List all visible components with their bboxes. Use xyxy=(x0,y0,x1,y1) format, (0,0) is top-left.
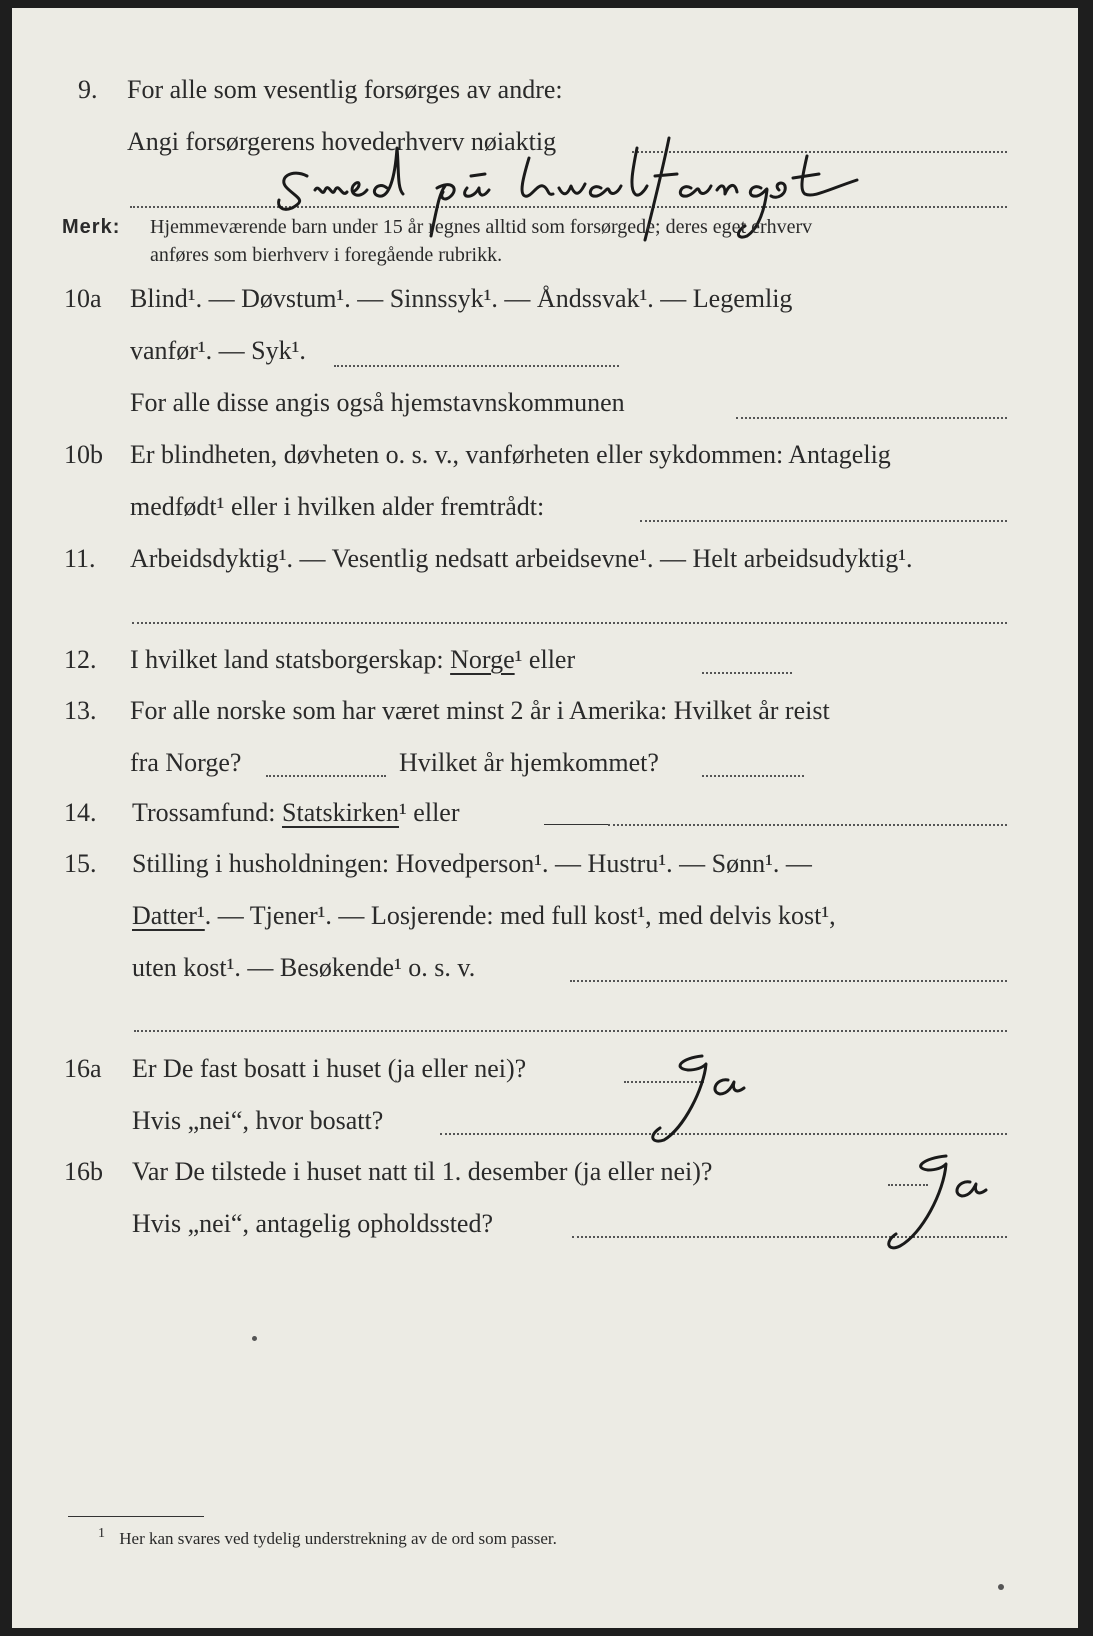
q15-number: 15. xyxy=(64,849,97,878)
q10a-line3: For alle disse angis også hjemstavnskommunen xyxy=(130,388,625,417)
q12-number: 12. xyxy=(64,645,97,674)
q12-line xyxy=(130,644,575,676)
q12-suffix: ¹ eller xyxy=(514,645,576,674)
q10b-number: 10b xyxy=(64,440,103,469)
merk-line1: Hjemmeværende barn under 15 år regnes alltid som forsørgede; deres eget erhverv xyxy=(150,216,813,238)
q9-line2: Angi forsørgerens hovederhverv nøiaktig xyxy=(127,127,557,156)
q16a-handwritten-answer-svg xyxy=(632,1048,762,1148)
q11-number: 11. xyxy=(64,544,96,573)
q15-line2-rest: . — Tjener¹. — Losjerende: med full kost¹, med delvis kost¹, xyxy=(204,901,836,930)
q15-underlined-answer: Datter¹ xyxy=(132,901,205,930)
q14-field xyxy=(608,824,1007,826)
q10b-field xyxy=(640,520,1007,522)
q16b-line2: Hvis „nei“, antagelig opholdssted? xyxy=(132,1209,494,1238)
q11-line1: Arbeidsdyktig¹. — Vesentlig nedsatt arbeidsevne¹. — Helt arbeidsudyktig¹. xyxy=(130,544,913,573)
footnote-text: Her kan svares ved tydelig understrekning av de ord som passer. xyxy=(119,1528,557,1548)
footnote xyxy=(98,1526,557,1549)
q14-suffix: ¹ eller xyxy=(399,798,460,827)
q10b-line1: Er blindheten, døvheten o. s. v., vanførheten eller sykdommen: Antagelig xyxy=(130,440,891,469)
q16b-handwritten-answer-svg xyxy=(860,1148,990,1258)
q14-underlined-answer: Statskirken xyxy=(282,798,400,827)
q11-field xyxy=(132,622,1007,624)
paper-speck xyxy=(998,1584,1004,1590)
q9-line1: For alle som vesentlig forsørges av andre: xyxy=(127,75,563,104)
q14-line xyxy=(132,797,460,829)
q15-field-2 xyxy=(134,1030,1007,1032)
q13-field-hjemkommet xyxy=(702,775,804,777)
q14-field-solid xyxy=(544,824,608,825)
q12-field xyxy=(702,672,792,674)
paper-speck xyxy=(252,1336,257,1341)
q10b-line2: medfødt¹ eller i hvilken alder fremtrådt: xyxy=(130,492,545,521)
q16b-number: 16b xyxy=(64,1157,103,1186)
q15-line2 xyxy=(132,900,836,932)
q16a-number: 16a xyxy=(64,1054,102,1083)
q15-line3: uten kost¹. — Besøkende¹ o. s. v. xyxy=(132,953,476,982)
q15-field xyxy=(570,980,1007,982)
q10a-line1: Blind¹. — Døvstum¹. — Sinnssyk¹. — Åndssvak¹. — Legemlig xyxy=(130,284,793,313)
q9-number: 9. xyxy=(78,75,98,104)
q16b-line1: Var De tilstede i huset natt til 1. desember (ja eller nei)? xyxy=(132,1157,713,1186)
q16a-line1: Er De fast bosatt i huset (ja eller nei)? xyxy=(132,1054,527,1083)
merk-label: Merk: xyxy=(62,216,121,238)
footnote-rule xyxy=(68,1516,204,1517)
q14-number: 14. xyxy=(64,798,97,827)
q13-line2a: fra Norge? xyxy=(130,748,242,777)
q13-number: 13. xyxy=(64,696,97,725)
q10a-number: 10a xyxy=(64,284,102,313)
merk-line2: anføres som bierhverv i foregående rubrikk. xyxy=(150,244,503,266)
q12-prefix: I hvilket land statsborgerskap: xyxy=(130,645,444,674)
q15-line1: Stilling i husholdningen: Hovedperson¹. — Hustru¹. — Sønn¹. — xyxy=(132,849,812,878)
q13-line1: For alle norske som har været minst 2 år i Amerika: Hvilket år reist xyxy=(130,696,830,725)
q10a-line2: vanfør¹. — Syk¹. xyxy=(130,336,306,365)
q13-line2b: Hvilket år hjemkommet? xyxy=(399,748,659,777)
q14-prefix: Trossamfund: xyxy=(132,798,276,827)
q16a-line2: Hvis „nei“, hvor bosatt? xyxy=(132,1106,384,1135)
q12-underlined-answer: Norge xyxy=(450,645,515,674)
census-form-page xyxy=(12,8,1078,1628)
q10a-line2-field xyxy=(334,365,619,367)
footnote-mark: 1 xyxy=(98,1526,105,1541)
q13-field-reist xyxy=(266,775,386,777)
merk-note xyxy=(62,214,120,240)
q10a-line3-field xyxy=(736,417,1007,419)
